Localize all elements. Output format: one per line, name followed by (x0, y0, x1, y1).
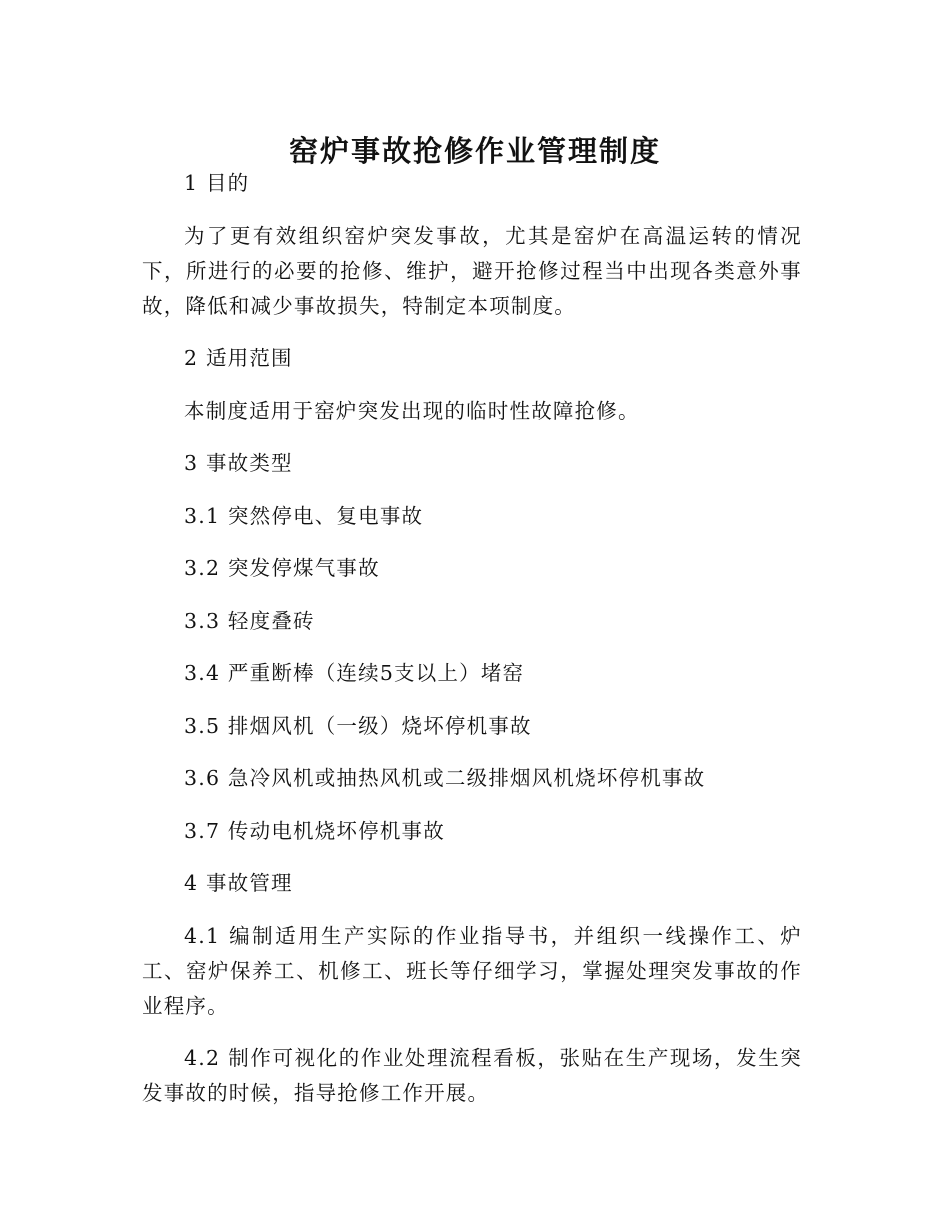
document-body (142, 166, 802, 1111)
scope-paragraph: 本制度适用于窑炉突发出现的临时性故障抢修。 (184, 398, 640, 423)
section-heading-accident-types: 3 事故类型 (184, 451, 293, 475)
purpose-paragraph: 为了更有效组织窑炉突发事故，尤其是窑炉在高温运转的情况下，所进行的必要的抢修、维护，避开抢修过程当中出现各类意外事故，降低和减少事故损失，特制定本项制度。 (142, 223, 802, 318)
management-paragraph: 4.2 制作可视化的作业处理流程看板，张贴在生产现场，发生突发事故的时候，指导抢修工作开展。 (142, 1046, 802, 1105)
list-item: 3.3 轻度叠砖 (184, 608, 315, 633)
list-item: 3.7 传动电机烧坏停机事故 (184, 818, 445, 843)
list-item: 3.4 严重断棒（连续5支以上）堵窑 (184, 661, 525, 685)
section-heading-scope: 2 适用范围 (184, 346, 293, 370)
document-title: 窑炉事故抢修作业管理制度 (288, 134, 661, 169)
list-item: 3.1 突然停电、复电事故 (184, 503, 424, 528)
list-item: 3.2 突发停煤气事故 (184, 556, 380, 580)
list-item: 3.6 急冷风机或抽热风机或二级排烟风机烧坏停机事故 (184, 766, 706, 790)
section-heading-accident-management: 4 事故管理 (184, 871, 293, 895)
list-item: 3.5 排烟风机（一级）烧坏停机事故 (184, 713, 532, 738)
management-paragraph: 4.1 编制适用生产实际的作业指导书，并组织一线操作工、炉工、窑炉保养工、机修工、班长等仔细学习，掌握处理突发事故的作业程序。 (142, 923, 802, 1018)
section-heading-purpose: 1 目的 (184, 171, 250, 195)
